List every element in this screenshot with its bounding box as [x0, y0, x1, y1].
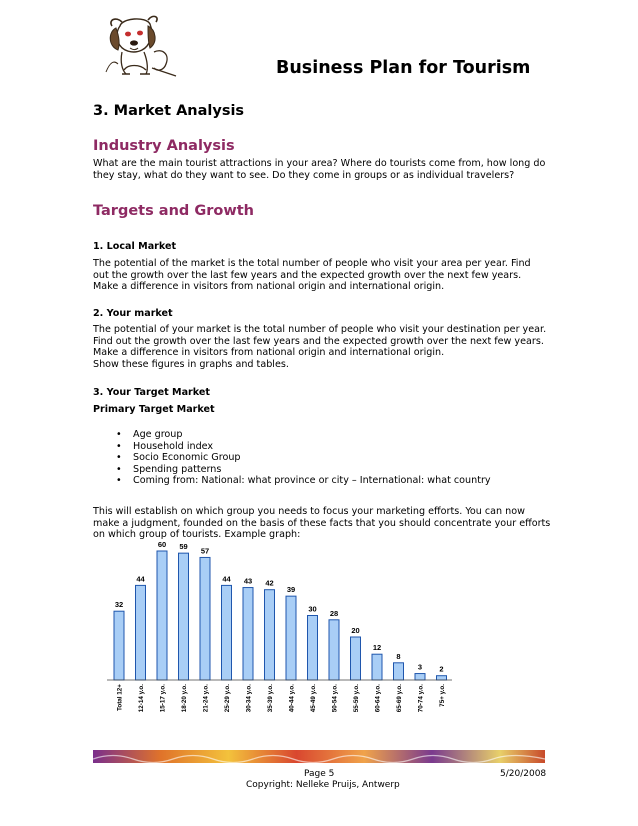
chart-bar: [372, 654, 382, 680]
industry-heading: Industry Analysis: [93, 138, 235, 154]
text-line: The potential of your market is the total number of people who visit your destination per year.: [93, 324, 547, 335]
chart-category-label: 55-59 y.o.: [353, 684, 360, 713]
chart-bar: [136, 585, 146, 680]
chart-category-label: 12-14 y.o.: [138, 684, 145, 713]
chart-category-label: 30-34 y.o.: [245, 684, 253, 713]
chart-bar: [222, 585, 232, 680]
chart-data-label: 60: [157, 540, 167, 549]
chart-bar: [415, 674, 425, 680]
chart-data-label: 12: [372, 643, 382, 653]
your-market-heading: 2. Your market: [93, 308, 173, 319]
chart-category-label: 75+ y.o.: [439, 684, 446, 707]
chart-bar: [286, 596, 296, 680]
chart-data-label: 39: [286, 585, 296, 595]
chart-category-label: 35-39 y.o.: [267, 684, 274, 713]
text-line: Make a difference in visitors from national origin and international origin.: [93, 347, 445, 358]
list-item: • Spending patterns: [116, 464, 491, 476]
chart-bar: [308, 616, 318, 681]
chart-data-label: 28: [329, 608, 339, 618]
chart-bar: [243, 588, 253, 680]
targets-heading: Targets and Growth: [93, 203, 254, 219]
text-line: The potential of the market is the total number of people who visit your area per year. Find: [93, 258, 531, 269]
chart-bar: [200, 557, 210, 680]
chart-bar: [437, 676, 447, 680]
footer-copyright: Copyright: Nelleke Pruijs, Antwerp: [246, 780, 400, 790]
list-item: • Socio Economic Group: [116, 452, 491, 464]
footer-date: 5/20/2008: [500, 769, 547, 779]
text-line: on which group of tourists. Example graph:: [93, 529, 301, 540]
chart-data-label: 30: [308, 604, 317, 614]
text-line: Show these figures in graphs and tables.: [93, 358, 289, 370]
chart-category-label: 45-49 y.o.: [310, 684, 317, 713]
chart-bar: [114, 611, 124, 680]
chart-category-label: Total 12+: [116, 684, 124, 712]
section-heading: 3. Market Analysis: [93, 103, 245, 119]
chart-data-label: 57: [200, 546, 210, 556]
text-line: This will establish on which group you needs to focus your marketing efforts. You can now: [93, 506, 525, 517]
local-market-heading: 1. Local Market: [93, 241, 177, 252]
chart-bar: [265, 590, 275, 680]
list-item: • Coming from: National: what province or city – International: what country: [116, 475, 491, 487]
chart-data-label: 3: [417, 662, 423, 672]
age-group-bar-chart: [103, 534, 465, 724]
chart-data-label: 20: [351, 626, 360, 635]
text-line: they stay, what do they want to see. Do they come in groups or as individual travelers?: [93, 169, 515, 181]
text-line: out the growth over the last few years and the expected growth over the next few years.: [93, 269, 522, 281]
target-bullet-list: [116, 429, 491, 487]
chart-category-label: 15-17 y.o.: [159, 684, 167, 713]
primary-target-heading: Primary Target Market: [93, 404, 215, 415]
chart-category-label: 40-44 y.o.: [288, 684, 296, 713]
text-line: What are the main tourist attractions in your area? Where do tourists come from, how long do: [93, 158, 546, 169]
footer-decorative-strip: [93, 750, 545, 763]
industry-paragraph: [93, 158, 553, 181]
chart-data-label: 43: [243, 576, 253, 586]
chart-bar: [329, 620, 339, 680]
chart-bar: [394, 663, 404, 680]
chart-data-label: 44: [222, 574, 231, 584]
chart-category-label: 60-64 y.o.: [374, 684, 382, 713]
chart-category-label: 18-20 y.o.: [181, 684, 188, 713]
chart-category-label: 21-24 y.o.: [202, 684, 210, 713]
chart-bar: [179, 553, 189, 680]
chart-category-label: 50-54 y.o.: [331, 684, 339, 713]
target-market-heading: 3. Your Target Market: [93, 387, 210, 398]
text-line: Find out the growth over the last few years and the expected growth over the next few years.: [93, 335, 544, 347]
chart-data-label: 42: [265, 578, 274, 588]
local-market-paragraph: [93, 258, 553, 293]
chart-category-label: 70-74 y.o.: [417, 684, 425, 713]
dog-logo-icon: [100, 12, 184, 80]
chart-data-label: 59: [179, 542, 188, 552]
your-market-paragraph: [93, 324, 553, 370]
text-line: Make a difference in visitors from national origin and international origin.: [93, 281, 445, 292]
page-number: Page 5: [304, 769, 335, 779]
chart-category-label: 65-69 y.o.: [396, 684, 403, 713]
chart-data-label: 8: [396, 651, 401, 661]
text-line: make a judgment, founded on the basis of these facts that you should concentrate your efforts: [93, 517, 551, 529]
chart-data-label: 44: [136, 574, 145, 584]
chart-data-label: 2: [439, 664, 444, 674]
chart-bar: [351, 637, 361, 680]
list-item: • Household index: [116, 441, 491, 453]
chart-bar: [157, 551, 167, 680]
chart-category-label: 25-29 y.o.: [224, 684, 231, 713]
list-item: • Age group: [116, 429, 491, 441]
document-title: Business Plan for Tourism: [276, 58, 531, 78]
chart-data-label: 32: [114, 600, 124, 610]
